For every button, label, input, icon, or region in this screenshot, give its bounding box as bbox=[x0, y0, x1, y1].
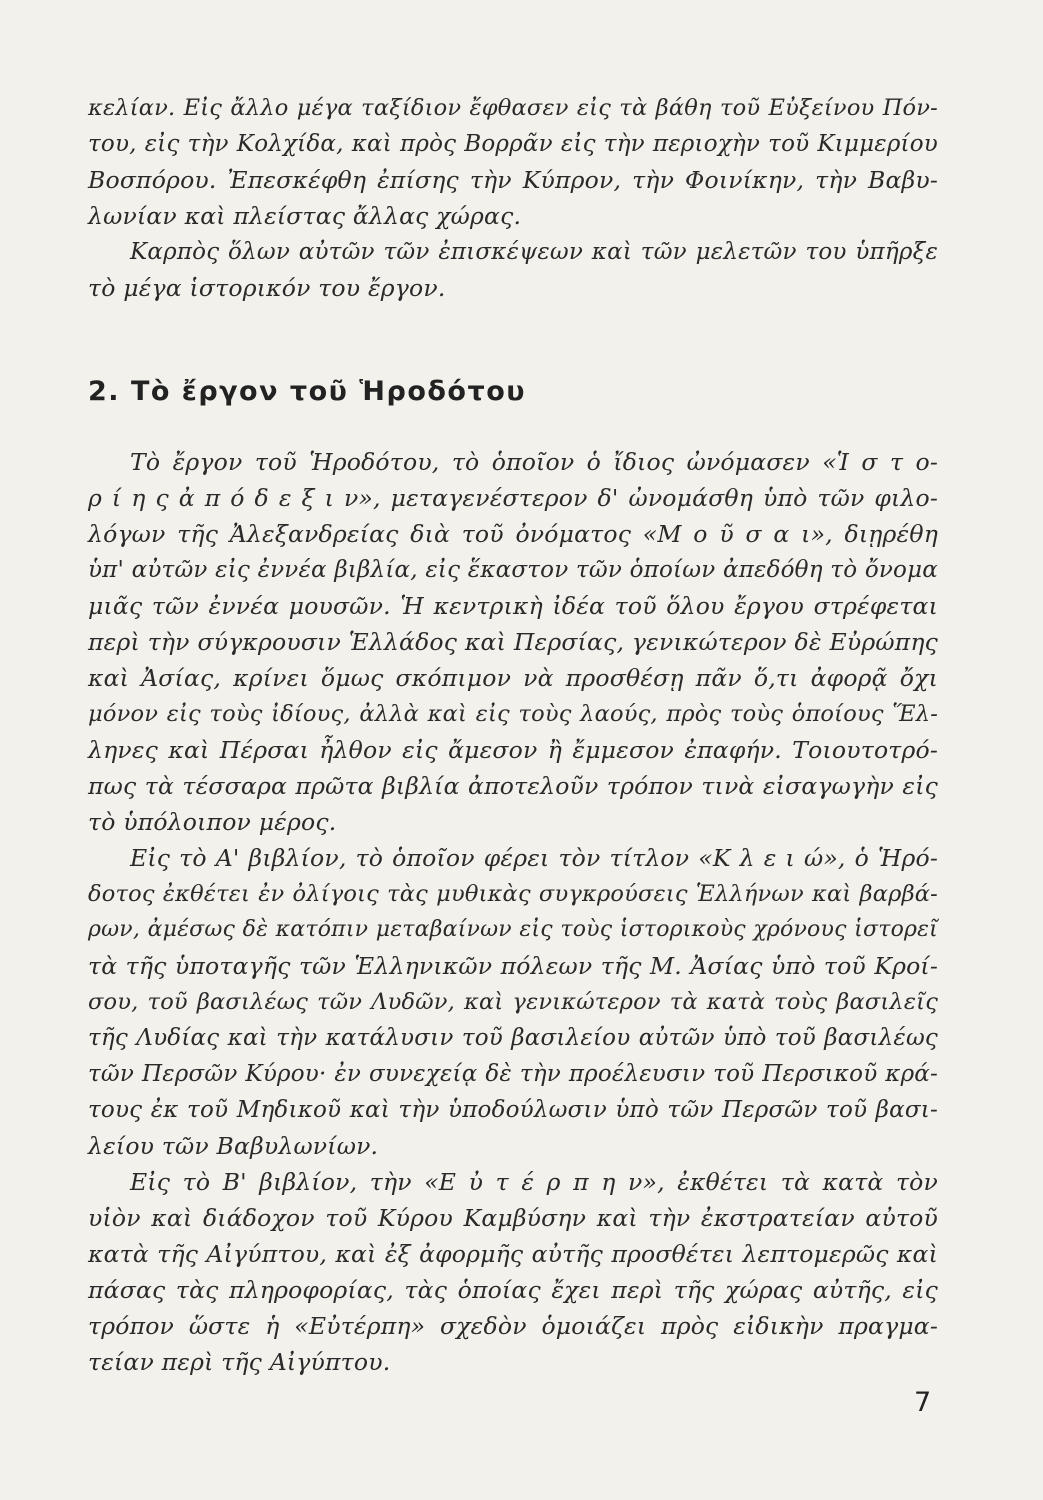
text-line: τῶν Περσῶν Κύρου· ἐν συνεχείᾳ δὲ τὴν προέλευσιν τοῦ Περσικοῦ κρά- bbox=[88, 1061, 938, 1087]
text-line: ρων, ἀμέσως δὲ κατόπιν μεταβαίνων εἰς τοὺς ἱστορικοὺς χρόνους ἱστορεῖ bbox=[88, 917, 938, 942]
text-line: σου, τοῦ βασιλέως τῶν Λυδῶν, καὶ γενικώτερον τὰ κατὰ τοὺς βασιλεῖς bbox=[88, 989, 938, 1015]
text-line: πως τὰ τέσσαρα πρῶτα βιβλία ἀποτελοῦν τρόπον τινὰ εἰσαγωγὴν εἰς bbox=[88, 772, 938, 800]
text-line: λόγων τῆς Ἀλεξανδρείας διὰ τοῦ ὀνόματος «Μ ο ῦ σ α ι», διῃρέθη bbox=[88, 520, 938, 548]
text-line: κατὰ τῆς Αἰγύπτου, καὶ ἐξ ἀφορμῆς αὐτῆς προσθέτει λεπτομερῶς καὶ bbox=[88, 1240, 938, 1268]
text-line: τὸ μέγα ἱστορικόν του ἔργον. bbox=[88, 274, 446, 302]
text-line: τείαν περὶ τῆς Αἰγύπτου. bbox=[88, 1348, 391, 1376]
text-line: υἱὸν καὶ διάδοχον τοῦ Κύρου Καμβύσην καὶ τὴν ἐκστρατείαν αὐτοῦ bbox=[88, 1204, 938, 1232]
text-line: δοτος ἐκθέτει ἐν ὀλίγοις τὰς μυθικὰς συγκρούσεις Ἑλλήνων καὶ βαρβά- bbox=[88, 881, 938, 907]
text-line: κελίαν. Εἰς ἄλλο μέγα ταξίδιον ἔφθασεν εἰς τὰ βάθη τοῦ Εὐξείνου Πόν- bbox=[88, 95, 938, 121]
text-line: Καρπὸς ὅλων αὐτῶν τῶν ἐπισκέψεων καὶ τῶν μελετῶν του ὑπῆρξε bbox=[130, 239, 938, 265]
text-line: ὑπ' αὐτῶν εἰς ἐννέα βιβλία, εἰς ἕκαστον τῶν ὁποίων ἀπεδόθη τὸ ὄνομα bbox=[88, 557, 938, 583]
text-line: τρόπον ὥστε ἡ «Εὐτέρπη» σχεδὸν ὁμοιάζει πρὸς εἰδικὴν πραγμα- bbox=[88, 1312, 938, 1340]
text-line: καὶ Ἀσίας, κρίνει ὅμως σκόπιμον νὰ προσθέσῃ πᾶν ὅ,τι ἀφορᾷ ὄχι bbox=[88, 664, 938, 692]
text-line: περὶ τὴν σύγκρουσιν Ἑλλάδος καὶ Περσίας, γενικώτερον δὲ Εὐρώπης bbox=[88, 628, 938, 656]
text-line: ληνες καὶ Πέρσαι ἦλθον εἰς ἄμεσον ἢ ἔμμεσον ἐπαφήν. Τοιουτοτρό- bbox=[88, 736, 938, 764]
text-line: τους ἐκ τοῦ Μηδικοῦ καὶ τὴν ὑποδούλωσιν ὑπὸ τῶν Περσῶν τοῦ βασι- bbox=[88, 1097, 938, 1123]
text-line: Βοσπόρου. Ἐπεσκέφθη ἐπίσης τὴν Κύπρον, τὴν Φοινίκην, τὴν Βαβυ- bbox=[88, 166, 938, 194]
text-line: ρ ί η ς ἀ π ό δ ε ξ ι ν», μεταγενέστερον δ' ὠνομάσθη ὑπὸ τῶν φιλο- bbox=[88, 484, 938, 512]
text-line: του, εἰς τὴν Κολχίδα, καὶ πρὸς Βορρᾶν εἰς τὴν περιοχὴν τοῦ Κιμμερίου bbox=[88, 131, 938, 157]
text-line: τὰ τῆς ὑποταγῆς τῶν Ἑλληνικῶν πόλεων τῆς Μ. Ἀσίας ὑπὸ τοῦ Κροί- bbox=[88, 952, 938, 980]
text-line: μιᾶς τῶν ἐννέα μουσῶν. Ἡ κεντρικὴ ἰδέα τοῦ ὅλου ἔργου στρέφεται bbox=[88, 592, 938, 620]
text-line: μόνον εἰς τοὺς ἰδίους, ἀλλὰ καὶ εἰς τοὺς λαούς, πρὸς τοὺς ὁποίους Ἕλ- bbox=[88, 701, 938, 727]
text-line: Εἰς τὸ Β' βιβλίον, τὴν «Ε ὐ τ έ ρ π η ν», ἐκθέτει τὰ κατὰ τὸν bbox=[130, 1168, 938, 1196]
section-heading: 2. Τὸ ἔργον τοῦ Ἡροδότου bbox=[88, 376, 526, 407]
text-line: Εἰς τὸ Α' βιβλίον, τὸ ὁποῖον φέρει τὸν τίτλον «Κ λ ε ι ώ», ὁ Ἡρό- bbox=[130, 844, 938, 872]
text-line: Τὸ ἔργον τοῦ Ἡροδότου, τὸ ὁποῖον ὁ ἴδιος ὠνόμασεν «Ἱ σ τ ο- bbox=[130, 448, 938, 476]
text-line: λείου τῶν Βαβυλωνίων. bbox=[88, 1132, 379, 1160]
text-line: τῆς Λυδίας καὶ τὴν κατάλυσιν τοῦ βασιλείου αὐτῶν ὑπὸ τοῦ βασιλέως bbox=[88, 1025, 938, 1051]
text-line: πάσας τὰς πληροφορίας, τὰς ὁποίας ἔχει περὶ τῆς χώρας αὐτῆς, εἰς bbox=[88, 1276, 938, 1304]
text-line: λωνίαν καὶ πλείστας ἄλλας χώρας. bbox=[88, 202, 522, 230]
page-number: 7 bbox=[914, 1387, 932, 1418]
text-line: τὸ ὑπόλοιπον μέρος. bbox=[88, 808, 337, 836]
